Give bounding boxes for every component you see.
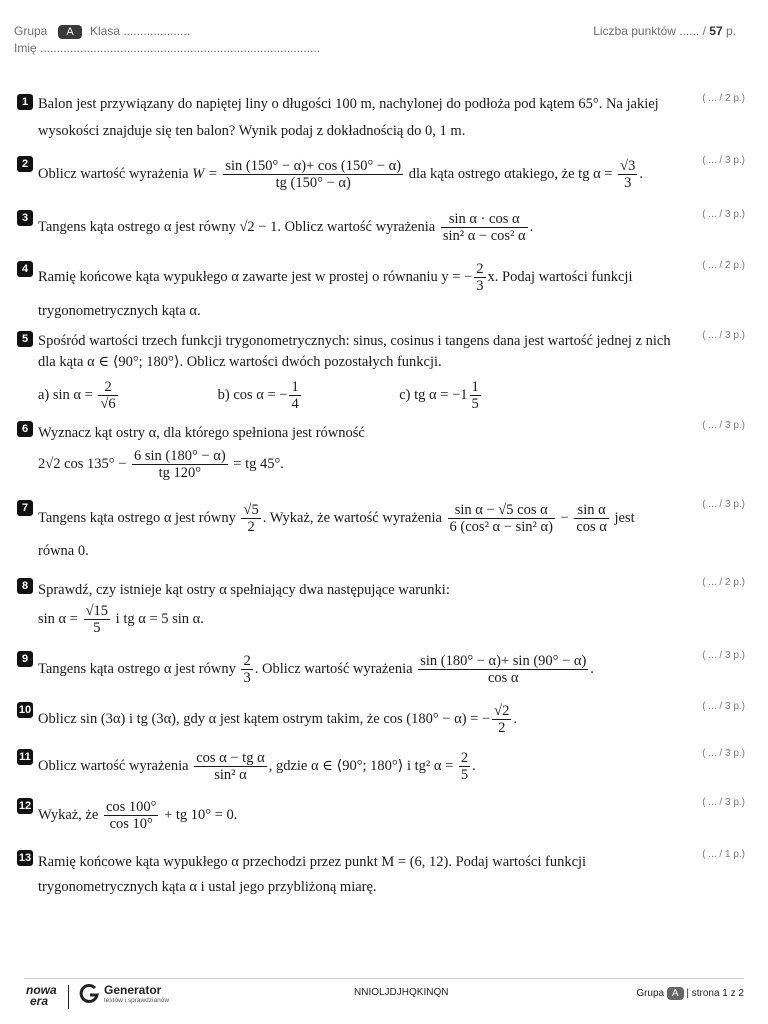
- math-symbol: W =: [192, 165, 218, 182]
- question-text: Wyznacz kąt ostry α, dla którego spełniona jest równość: [38, 425, 365, 441]
- question-points: ( ... / 3 p.): [702, 701, 745, 712]
- question-text: równa 0.: [38, 543, 89, 559]
- question-number: 1: [17, 94, 33, 110]
- fraction: $\frac{2}{3}$: [476, 261, 484, 294]
- question-text: Ramię końcowe kąta wypukłego α zawarte jest w prostej o równaniu y = −: [38, 268, 473, 285]
- group-badge: A: [667, 987, 684, 1000]
- question-text: Tangens kąta ostrego α jest równy: [38, 660, 236, 677]
- question-text: Sprawdź, czy istnieje kąt ostry α spełniający dwa następujące warunki:: [38, 582, 450, 598]
- question-number: 12: [18, 800, 32, 812]
- question-text: Tangens kąta ostrego α jest równy √2 − 1. Oblicz wartość wyrażenia: [38, 218, 436, 235]
- generator-g-icon: [78, 983, 100, 1005]
- equation: 2√2 cos 135° − $\frac{6 \sin (180^\circ - \alpha)}{tg 120^\circ}$ = tg 45°.: [38, 448, 284, 481]
- fraction: $\frac{\cos 100^\circ}{\cos 10^\circ}$: [105, 799, 157, 832]
- question-text: Oblicz sin (3α) i tg (3α), gdy α jest kątem ostrym takim, że cos (180° − α) = −: [38, 710, 491, 727]
- fraction: $\frac{2}{3}$: [243, 653, 251, 686]
- fraction: $\frac{\text{sin α · cos α}}{\text{sin² α − cos² α}}$: [442, 211, 526, 244]
- question-4: [16, 261, 751, 322]
- fraction: $\frac{\text{sin α − √5 cos α}}{\text{6 (cos² α − sin² α)}}$: [449, 502, 553, 535]
- question-11: 11 ( ... / 3 p.) Oblicz wartość wyrażenia $\frac{\text{cos α − tg α}}{\text{sin² α}}$ , gdzie α ∈ ⟨90°; 180°⟩ i tg² α = $\frac{2}{5}$ .: [16, 749, 751, 783]
- question-7: [16, 500, 751, 562]
- question-text: dla kąta α ∈ ⟨90°; 180°⟩. Oblicz wartości dwóch pozostałych funkcji.: [38, 354, 442, 370]
- question-12: [16, 798, 751, 832]
- points-total: Liczba punktów ...... / 57 p.: [593, 24, 736, 38]
- fraction: $\frac{\sin (150^\circ - \alpha)+ \cos (150^\circ - \alpha)}{tg (150^\circ - \alpha)}$: [225, 158, 402, 191]
- generator-subtitle: testów i sprawdzianów: [104, 997, 170, 1004]
- question-text: wysokości znajduje się ten balon? Wynik podaj z dokładnością do 0, 1 m.: [38, 123, 466, 139]
- option-c: c) tg α = −1 $\frac{1}{5}$: [399, 379, 479, 412]
- question-9: 9 ( ... / 3 p.) Tangens kąta ostrego α jest równy $\frac{2}{3}$ . Oblicz wartość wyrażenia $\frac{\sin (180^\circ - \alpha)+ \sin (90^\circ - \alpha)}{\text{cos α}}$ .: [16, 651, 751, 686]
- question-points: ( ... / 3 p.): [702, 797, 745, 808]
- question-10: 10 ( ... / 3 p.) Oblicz sin (3α) i tg (3α), gdy α jest kątem ostrym takim, że cos (180° − α) = − $\frac{√2}{2}$ .: [16, 702, 751, 736]
- question-text: . Oblicz wartość wyrażenia: [254, 660, 413, 677]
- group-badge: A: [58, 25, 82, 39]
- question-points: ( ... / 2 p.): [702, 93, 745, 104]
- question-number: 4: [17, 261, 33, 277]
- logo-divider: [68, 985, 69, 1009]
- question-points: ( ... / 3 p.): [702, 748, 745, 759]
- question-number: 8: [17, 578, 33, 594]
- math-symbol: −: [560, 509, 569, 526]
- question-number: 6: [17, 421, 33, 437]
- class-field: Klasa ....................: [90, 24, 191, 38]
- fraction: $\frac{\sin (180^\circ - \alpha)+ \sin (90^\circ - \alpha)}{\text{cos α}}$: [420, 653, 587, 686]
- question-number: 7: [17, 500, 33, 516]
- fraction: $\frac{\text{sin α}}{\text{cos α}}$: [576, 502, 607, 535]
- fraction: $\frac{√5}{2}$: [243, 502, 259, 535]
- question-text: Oblicz wartość wyrażenia: [38, 165, 189, 182]
- question-points: ( ... / 3 p.): [702, 209, 745, 220]
- test-code: NNIOLJDJHQKINQN: [354, 987, 449, 998]
- question-text: . Wykaż, że wartość wyrażenia: [262, 509, 442, 526]
- page-header: [14, 24, 754, 58]
- question-text: , gdzie α ∈ ⟨90°; 180°⟩ i tg² α =: [268, 757, 454, 774]
- question-text: + tg 10° = 0.: [164, 806, 238, 823]
- page-indicator: Grupa A | strona 1 z 2: [636, 988, 744, 999]
- fraction: $\frac{√2}{2}$: [494, 703, 510, 736]
- question-number: 5: [17, 331, 33, 347]
- question-8: [16, 578, 751, 636]
- question-6: [16, 421, 751, 481]
- question-5: [16, 331, 751, 412]
- question-text: Tangens kąta ostrego α jest równy: [38, 509, 236, 526]
- question-points: ( ... / 3 p.): [702, 420, 745, 431]
- question-points: ( ... / 2 p.): [702, 577, 745, 588]
- question-text: Ramię końcowe kąta wypukłego α przechodzi przez punkt M = (6, 12). Podaj wartości funkcji: [38, 854, 587, 870]
- question-text: trygonometrycznych kąta α.: [38, 303, 201, 319]
- question-text: Wykaż, że: [38, 806, 99, 823]
- question-3: 3 ( ... / 3 p.) Tangens kąta ostrego α jest równy √2 − 1. Oblicz wartość wyrażenia $\frac{\text{sin α · cos α}}{\text{sin² α − cos² α}}$ .: [16, 210, 751, 244]
- nowa-era-logo: nowa era: [26, 983, 57, 1008]
- fraction: $\frac{2}{5}$: [460, 750, 469, 783]
- question-number: 9: [17, 651, 33, 667]
- question-points: ( ... / 3 p.): [702, 155, 745, 166]
- generator-title: Generator: [104, 983, 162, 997]
- question-points: ( ... / 2 p.): [702, 260, 745, 271]
- page-footer: [24, 978, 744, 1019]
- name-field: Imię ....................................................................................: [14, 41, 321, 55]
- option-b: b) cos α = − $\frac{1}{4}$: [217, 379, 299, 412]
- option-a: a) sin α = $\frac{2}{√6}$: [38, 379, 116, 412]
- question-text: x. Podaj wartości funkcji: [487, 268, 633, 285]
- question-text: Spośród wartości trzech funkcji trygonometrycznych: sinus, cosinus i tangens dana jest wartość jednej z nich: [38, 333, 671, 349]
- group-label: Grupa: [14, 24, 48, 38]
- question-text: Oblicz wartość wyrażenia: [38, 757, 189, 774]
- question-1: [16, 94, 751, 142]
- question-text: dla kąta ostrego αtakiego, że tg α =: [408, 165, 613, 182]
- question-points: ( ... / 3 p.): [702, 650, 745, 661]
- question-number: 11: [17, 749, 33, 765]
- question-13: [16, 850, 751, 898]
- fraction: $\frac{√3}{3}$: [620, 158, 636, 191]
- question-number: 3: [17, 210, 33, 226]
- question-points: ( ... / 3 p.): [702, 499, 745, 510]
- equation: sin α = $\frac{√15}{5}$ i tg α = 5 sin α.: [38, 603, 204, 636]
- fraction: $\frac{\text{cos α − tg α}}{\text{sin² α}}$: [196, 750, 265, 783]
- question-number: 13: [18, 852, 32, 864]
- question-points: ( ... / 3 p.): [702, 330, 745, 341]
- question-points: ( ... / 1 p.): [702, 849, 745, 860]
- question-text: Balon jest przywiązany do napiętej liny o długości 100 m, nachylonej do podłoża pod kątem 65°. Na jakiej: [38, 96, 659, 112]
- question-text: trygonometrycznych kąta α i ustal jego przybliżoną miarę.: [38, 879, 377, 895]
- question-number: 2: [17, 156, 33, 172]
- question-number: 10: [18, 704, 32, 716]
- question-2: 2 ( ... / 3 p.) Oblicz wartość wyrażenia W = $\frac{\sin (150^\circ - \alpha)+ \cos (150^\circ - \alpha)}{tg (150^\circ - \alpha)}$ dla kąta ostrego αtakiego, że tg α = $\frac{√3}{3}$ .: [16, 156, 751, 191]
- question-text: jest: [614, 509, 635, 526]
